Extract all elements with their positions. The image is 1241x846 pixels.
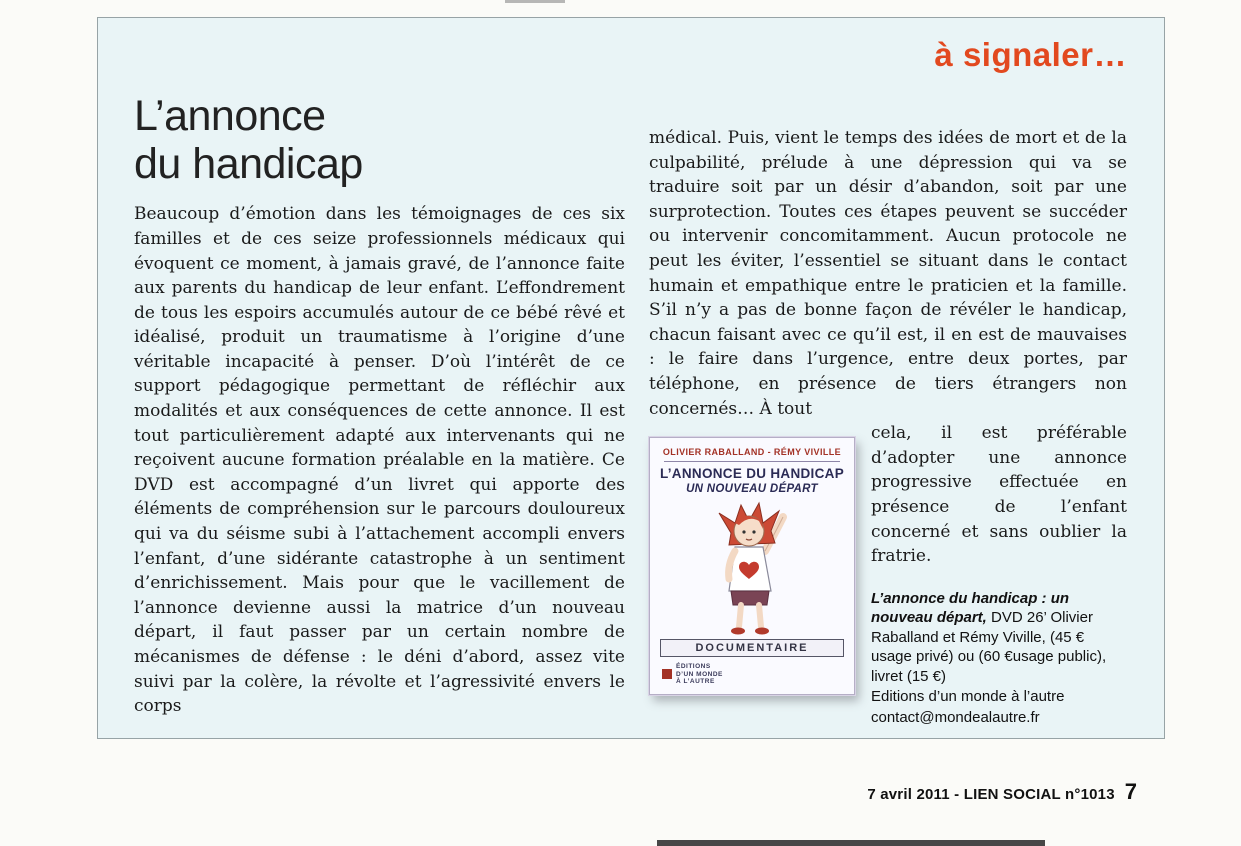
article-title bbox=[134, 92, 625, 188]
dvd-caption-email: contact@mondealautre.fr bbox=[870, 708, 1040, 726]
article-column-right bbox=[649, 92, 1127, 735]
article-title-line1: L’annonce bbox=[134, 92, 326, 140]
scan-artifact-top bbox=[505, 0, 565, 3]
article-columns bbox=[134, 92, 1127, 735]
dvd-cover-photo bbox=[649, 437, 855, 729]
footer-page-number: 7 bbox=[1124, 779, 1137, 804]
publisher-logo-icon bbox=[662, 669, 672, 679]
dvd-cover-illustration bbox=[658, 499, 846, 637]
dvd-cover-authors: OLIVIER RABALLAND - RÉMY VIVILLE bbox=[662, 447, 842, 458]
dvd-cover-rule bbox=[664, 461, 840, 462]
dvd-cover bbox=[649, 437, 855, 695]
publisher-line2: D’UN MONDE bbox=[675, 670, 723, 678]
publisher-line3: À L’AUTRE bbox=[675, 678, 715, 686]
section-header bbox=[134, 32, 1127, 80]
article-column-left bbox=[134, 92, 625, 735]
page-footer bbox=[867, 779, 1137, 805]
publisher-logo-text bbox=[676, 663, 723, 686]
dvd-caption-title: L’annonce du handicap : un nouveau départ, bbox=[870, 589, 1070, 627]
article-panel bbox=[97, 17, 1165, 739]
dvd-caption-details: DVD 26’ Olivier Raballand et Rémy Viville, (45 € usage privé) ou (60 €usage public), livret (15 €) bbox=[870, 609, 1107, 685]
publisher-line1: ÉDITIONS bbox=[675, 663, 711, 671]
footer-issue-info: 7 avril 2011 - LIEN SOCIAL n°1013 bbox=[867, 786, 1115, 803]
scan-artifact-bottom bbox=[657, 840, 1045, 846]
dvd-cover-publisher-logo bbox=[658, 663, 846, 686]
article-title-line2: du handicap bbox=[134, 140, 363, 189]
dvd-cover-genre: DOCUMENTAIRE bbox=[660, 639, 844, 657]
article-body-col2-part1: médical. Puis, vient le temps des idées de mort et de la culpabilité, prélude à une dépression qui va se traduire soit par un désir d’abandon, soit par une surprotection. Toutes ces étapes peuvent se succéder ou intervenir concomitamment. Aucun protocole ne peut les éviter, l’essentiel se situant dans le contact humain et empathique entre le praticien et la famille. S’il n’y a pas de bonne façon de révéler le handicap, chacun faisant avec ce qu’il est, il en est de mauvaises : le faire dans l’urgence, entre deux portes, par téléphone, en présence de tiers étrangers non concernés… À tout bbox=[648, 128, 1127, 419]
section-label: à signaler… bbox=[934, 36, 1127, 73]
dvd-cover-subtitle: UN NOUVEAU DÉPART bbox=[686, 483, 818, 496]
dvd-caption-publisher: Editions d’un monde à l’autre bbox=[870, 688, 1065, 706]
article-body-col2-part2: cela, il est préférable d’adopter une annonce progressive effectuée en présence de l’enfant concerné et sans oublier la fratrie. bbox=[870, 423, 1127, 567]
dvd-cover-title: L’ANNONCE DU HANDICAP bbox=[659, 466, 845, 482]
girl-illustration-icon bbox=[691, 499, 813, 637]
article-body-col1: Beaucoup d’émotion dans les témoignages de ces six familles et de ces seize professionnels médicaux qui évoquent ce moment, à jamais gravé, de l’annonce faite aux parents du handicap de leur enfant. L’effondrement de tous les espoirs accumulés autour de ce bébé rêvé et idéalisé, produit un traumatisme à l’origine d’une véritable incapacité à penser. D’où l’intérêt de ce support pédagogique permettant de réfléchir aux modalités et aux conséquences de cette annonce. Il est tout particulièrement adapté aux intervenants qui ne reçoivent aucune formation préalable en la matière. Ce DVD est accompagné d’un livret qui apporte des éléments de compréhension sur le parcours douloureux qui va du séisme subi à l’attachement accompli envers l’enfant, d’une sidérante catastrophe à un sentiment d’enrichissement. Mais pour que le vacillement de l’annonce devienne aussi la matrice d’un nouveau départ, il faut passer par un certain nombre de mécanismes de défense : le déni d’abord, assez vite suivi par la colère, la révolte et l’agressivité envers le corps bbox=[134, 204, 625, 717]
